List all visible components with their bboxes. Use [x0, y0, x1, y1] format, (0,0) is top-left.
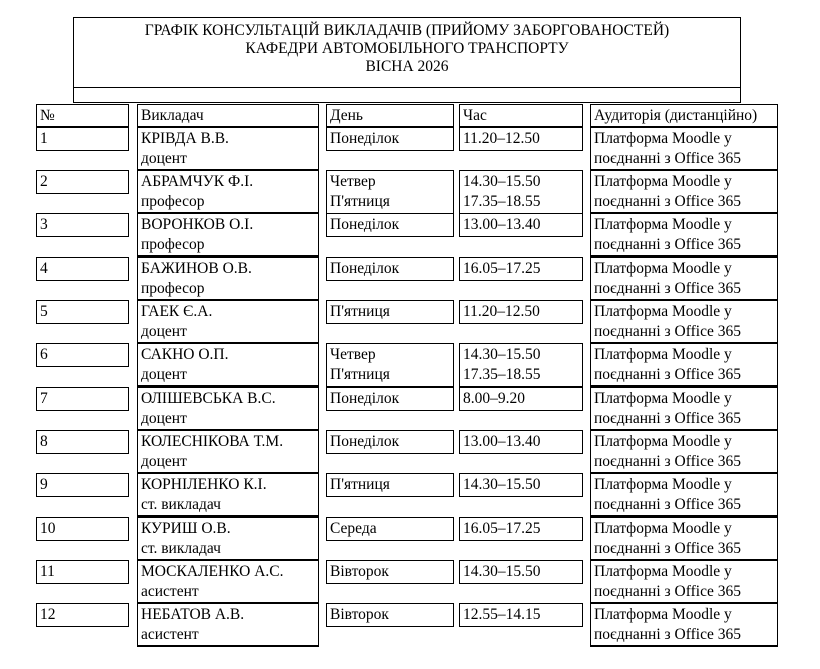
room-cell-line: поєднанні з Office 365 — [594, 452, 741, 470]
room-cell-line: поєднанні з Office 365 — [594, 409, 741, 427]
teacher-cell-line: асистент — [141, 625, 199, 643]
teacher-cell-line: доцент — [141, 322, 187, 340]
room-cell-line: поєднанні з Office 365 — [594, 149, 741, 167]
teacher-cell-line: ст. викладач — [141, 495, 221, 513]
teacher-cell — [137, 300, 319, 344]
teacher-cell-line: МОСКАЛЕНКО А.С. — [141, 563, 284, 580]
row-number-line: 11 — [40, 563, 55, 580]
day-cell-line: Понеділок — [330, 433, 400, 450]
teacher-cell — [137, 387, 319, 431]
teacher-cell-line: ОЛІШЕВСЬКА В.С. — [141, 390, 276, 407]
teacher-cell — [137, 343, 319, 387]
room-cell-line: поєднанні з Office 365 — [594, 365, 741, 383]
row-number — [36, 430, 129, 454]
row-number — [36, 213, 129, 237]
teacher-cell-line: доцент — [141, 452, 187, 470]
room-cell-line: Платформа Moodle у — [594, 346, 732, 363]
row-number — [36, 473, 129, 497]
teacher-cell — [137, 257, 319, 301]
time-cell-line: 11.20–12.50 — [463, 130, 540, 147]
day-cell-line: Понеділок — [330, 130, 400, 147]
title-empty-row — [74, 88, 740, 102]
room-cell-line: Платформа Moodle у — [594, 390, 732, 407]
room-cell-line: Платформа Moodle у — [594, 476, 732, 493]
column-header-day: День — [326, 104, 454, 127]
room-cell-line: Платформа Moodle у — [594, 433, 732, 450]
teacher-cell-line: КУРИШ О.В. — [141, 520, 231, 537]
day-cell-line: Четвер — [330, 173, 376, 190]
teacher-cell-line: САКНО О.П. — [141, 346, 229, 363]
teacher-cell — [137, 127, 319, 171]
time-cell — [459, 343, 583, 387]
room-cell — [590, 430, 778, 474]
time-cell-line: 8.00–9.20 — [463, 390, 525, 407]
row-number — [36, 603, 129, 627]
teacher-cell-line: ст. викладач — [141, 539, 221, 557]
day-cell — [326, 473, 454, 497]
room-cell-line: Платформа Moodle у — [594, 303, 732, 320]
day-cell-line: Середа — [330, 520, 377, 537]
row-number-line: 9 — [40, 476, 48, 493]
time-cell — [459, 127, 583, 151]
day-cell-line: Понеділок — [330, 260, 400, 277]
time-cell — [459, 387, 583, 411]
title-line: ГРАФІК КОНСУЛЬТАЦІЙ ВИКЛАДАЧІВ (ПРИЙОМУ ЗАБОРГОВАНОСТЕЙ) — [144, 22, 670, 39]
teacher-cell-line: АБРАМЧУК Ф.І. — [141, 173, 254, 190]
time-cell-line: 14.30–15.50 — [463, 563, 541, 580]
day-cell — [326, 517, 454, 541]
room-cell-line: поєднанні з Office 365 — [594, 582, 741, 600]
day-cell — [326, 430, 454, 454]
room-cell-line: Платформа Moodle у — [594, 606, 732, 623]
row-number-line: 7 — [40, 390, 48, 407]
room-cell — [590, 213, 778, 257]
day-cell-line: П'ятниця — [330, 476, 390, 493]
room-cell — [590, 473, 778, 517]
row-number — [36, 560, 129, 584]
column-header-number: № — [36, 104, 129, 127]
row-number-line: 12 — [40, 606, 56, 623]
row-number — [36, 387, 129, 411]
teacher-cell — [137, 517, 319, 561]
teacher-cell-line: асистент — [141, 582, 199, 600]
row-number-line: 6 — [40, 346, 48, 363]
row-number — [36, 300, 129, 324]
row-number — [36, 257, 129, 281]
time-cell-line: 13.00–13.40 — [463, 216, 541, 233]
room-cell-line: поєднанні з Office 365 — [594, 235, 741, 253]
room-cell — [590, 257, 778, 301]
row-number — [36, 343, 129, 367]
teacher-cell-line: ГАЕК Є.А. — [141, 303, 213, 320]
day-cell-line: Четвер — [330, 346, 376, 363]
teacher-cell-line: доцент — [141, 365, 187, 383]
teacher-cell — [137, 473, 319, 517]
room-cell-line: Платформа Moodle у — [594, 216, 732, 233]
schedule-title — [74, 18, 740, 88]
day-cell — [326, 170, 454, 214]
day-cell-line: Понеділок — [330, 390, 400, 407]
room-cell-line: поєднанні з Office 365 — [594, 322, 741, 340]
row-number-line: 3 — [40, 216, 48, 233]
row-number-line: 8 — [40, 433, 48, 450]
teacher-cell — [137, 213, 319, 257]
column-header-room: Аудиторія (дистанційно) — [590, 104, 778, 127]
room-cell — [590, 387, 778, 431]
day-cell-line: П'ятниця — [330, 303, 390, 320]
teacher-cell-line: БАЖИНОВ О.В. — [141, 260, 252, 277]
room-cell — [590, 517, 778, 561]
teacher-cell-line: професор — [141, 279, 205, 297]
teacher-cell — [137, 430, 319, 474]
room-cell-line: поєднанні з Office 365 — [594, 539, 741, 557]
teacher-cell-line: ВОРОНКОВ О.І. — [141, 216, 254, 233]
column-header-teacher: Викладач — [137, 104, 319, 127]
room-cell — [590, 300, 778, 344]
time-cell-line: 12.55–14.15 — [463, 606, 541, 623]
teacher-cell-line: доцент — [141, 149, 187, 167]
room-cell-line: поєднанні з Office 365 — [594, 625, 741, 643]
day-cell-line: Вівторок — [330, 606, 389, 623]
day-cell — [326, 257, 454, 281]
day-cell-line: П'ятниця — [330, 192, 390, 210]
room-cell-line: поєднанні з Office 365 — [594, 495, 741, 513]
time-cell-line: 16.05–17.25 — [463, 260, 541, 277]
day-cell-line: Понеділок — [330, 216, 400, 233]
day-cell — [326, 127, 454, 151]
teacher-cell-line: КОРНІЛЕНКО К.І. — [141, 476, 267, 493]
time-cell-line: 17.35–18.55 — [463, 365, 541, 383]
teacher-cell — [137, 560, 319, 604]
time-cell — [459, 430, 583, 454]
teacher-cell-line: КОЛЕСНІКОВА Т.М. — [141, 433, 284, 450]
day-cell — [326, 560, 454, 584]
time-cell — [459, 257, 583, 281]
room-cell-line: поєднанні з Office 365 — [594, 192, 741, 210]
teacher-cell-line: доцент — [141, 409, 187, 427]
title-line: КАФЕДРИ АВТОМОБІЛЬНОГО ТРАНСПОРТУ — [245, 40, 569, 57]
day-cell — [326, 387, 454, 411]
time-cell — [459, 560, 583, 584]
row-number-line: 4 — [40, 260, 48, 277]
room-cell-line: Платформа Moodle у — [594, 130, 732, 147]
day-cell — [326, 300, 454, 324]
room-cell-line: Платформа Moodle у — [594, 260, 732, 277]
time-cell-line: 13.00–13.40 — [463, 433, 541, 450]
row-number-line: 5 — [40, 303, 48, 320]
room-cell — [590, 560, 778, 604]
time-cell-line: 14.30–15.50 — [463, 346, 541, 363]
day-cell — [326, 213, 454, 237]
title-line: ВІСНА 2026 — [365, 58, 449, 75]
time-cell-line: 16.05–17.25 — [463, 520, 541, 537]
teacher-cell-line: КРІВДА В.В. — [141, 130, 229, 147]
time-cell — [459, 473, 583, 497]
teacher-cell — [137, 603, 319, 647]
teacher-cell-line: професор — [141, 192, 205, 210]
time-cell-line: 11.20–12.50 — [463, 303, 540, 320]
day-cell-line: Вівторок — [330, 563, 389, 580]
time-cell — [459, 170, 583, 214]
row-number-line: 2 — [40, 173, 48, 190]
room-cell — [590, 127, 778, 171]
room-cell-line: Платформа Moodle у — [594, 520, 732, 537]
row-number-line: 10 — [40, 520, 56, 537]
time-cell — [459, 603, 583, 627]
row-number — [36, 127, 129, 151]
teacher-cell-line: НЕБАТОВ А.В. — [141, 606, 245, 623]
room-cell-line: Платформа Moodle у — [594, 563, 732, 580]
room-cell — [590, 343, 778, 387]
schedule-title-box — [73, 17, 741, 103]
time-cell — [459, 517, 583, 541]
teacher-cell — [137, 170, 319, 214]
room-cell — [590, 170, 778, 214]
row-number — [36, 517, 129, 541]
row-number-line: 1 — [40, 130, 48, 147]
day-cell-line: П'ятниця — [330, 365, 390, 383]
time-cell — [459, 300, 583, 324]
time-cell-line: 17.35–18.55 — [463, 192, 541, 210]
day-cell — [326, 603, 454, 627]
row-number — [36, 170, 129, 194]
room-cell — [590, 603, 778, 647]
teacher-cell-line: професор — [141, 235, 205, 253]
day-cell — [326, 343, 454, 387]
column-header-time: Час — [459, 104, 583, 127]
room-cell-line: Платформа Moodle у — [594, 173, 732, 190]
time-cell-line: 14.30–15.50 — [463, 173, 541, 190]
time-cell-line: 14.30–15.50 — [463, 476, 541, 493]
time-cell — [459, 213, 583, 237]
room-cell-line: поєднанні з Office 365 — [594, 279, 741, 297]
